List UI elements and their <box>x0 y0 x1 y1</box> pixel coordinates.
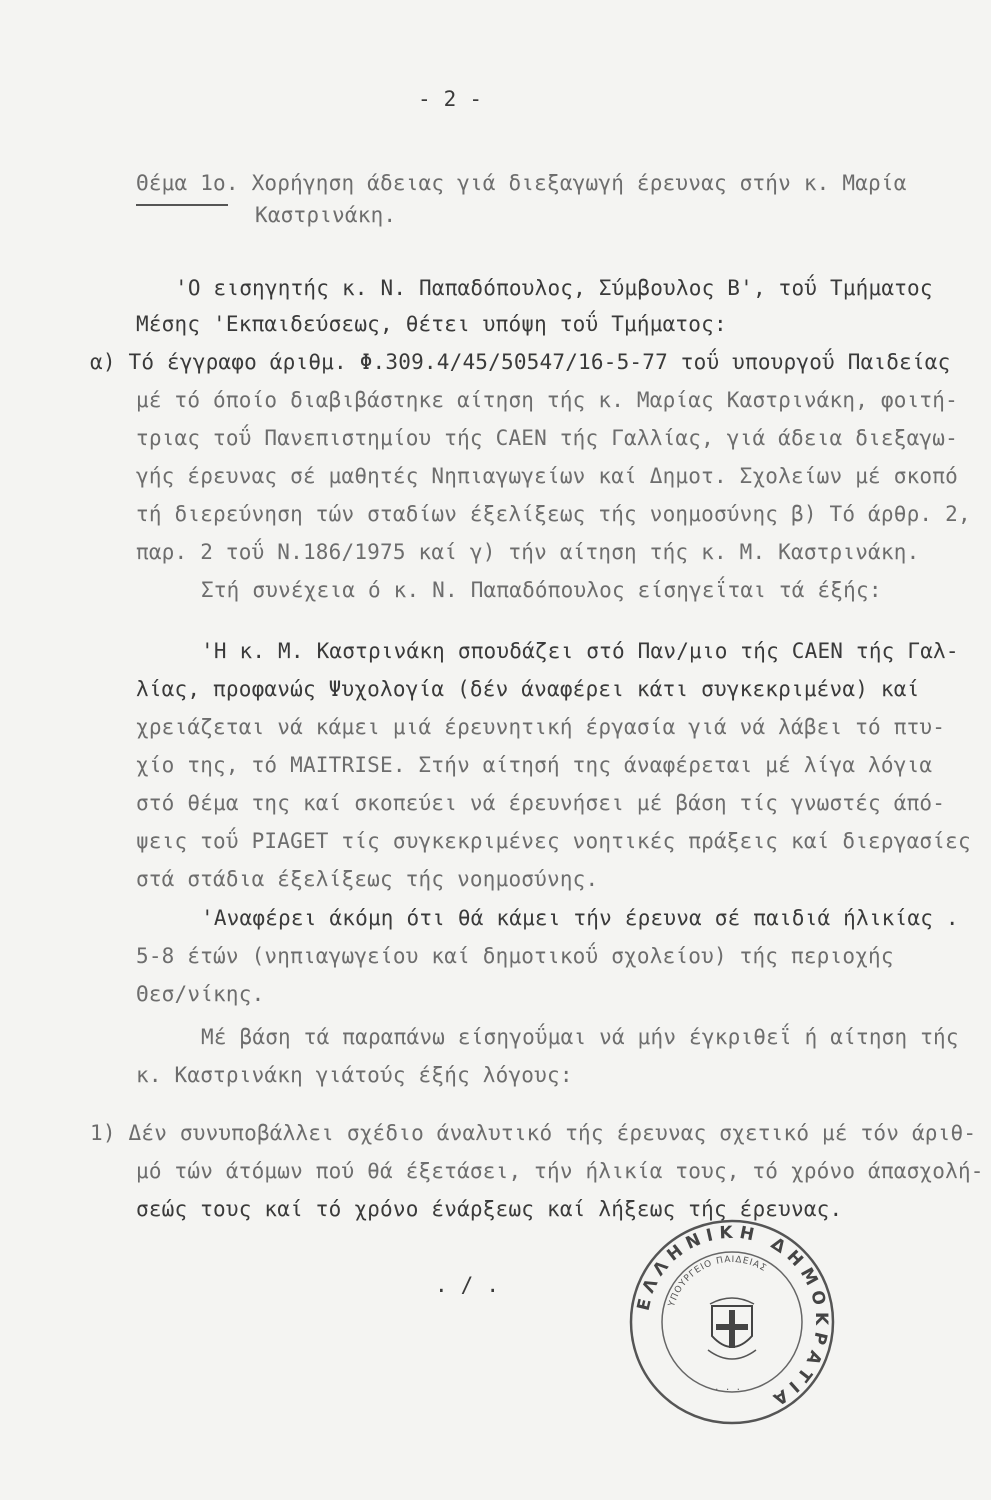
paragraph-line: 5-8 έτών (νηπιαγωγείου καί δημοτικοΰ σχολείου) τής περιοχής <box>136 944 894 968</box>
paragraph-line: γής έρευνας σέ μαθητές Νηπιαγωγείων καί Δημοτ. Σχολείων μέ σκοπό <box>136 464 958 488</box>
paragraph-line: μέ τό όποίο διαβιβάστηκε αίτηση τής κ. Μαρίας Καστρινάκη, φοιτή- <box>136 388 958 412</box>
paragraph-line: 'Ο εισηγητής κ. Ν. Παπαδόπουλος, Σύμβουλος Β', τοΰ Τμήματος <box>175 276 933 300</box>
paragraph-line: 'Αναφέρει άκόμη ότι θά κάμει τήν έρευνα σέ παιδιά ήλικίας . <box>201 906 959 930</box>
numbered-point-1: 1) Δέν συνυποβάλλει σχέδιο άναλυτικό τής έρευνας σχετικό μέ τόν άριθ- <box>90 1121 977 1145</box>
subject-heading-line1: Θέμα 1ο. Χορήγηση άδειας γιά διεξαγωγή έρευνας στήν κ. Μαρία <box>136 171 907 195</box>
paragraph-line: Θεσ/νίκης. <box>136 982 265 1006</box>
heading-underline <box>136 204 228 206</box>
paragraph-line: τή διερεύνηση τών σταδίων έξελίξεως τής νοημοσύνης β) Τό άρθρ. 2, <box>136 502 971 526</box>
paragraph-line: παρ. 2 τοΰ Ν.186/1975 καί γ) τήν αίτηση τής κ. Μ. Καστρινάκη. <box>136 540 920 564</box>
paragraph-line: λίας, προφανώς Ψυχολογία (δέν άναφέρει κάτι συγκεκριμένα) καί <box>136 677 920 701</box>
paragraph-line: στά στάδια έξελίξεως τής νοημοσύνης. <box>136 867 599 891</box>
paragraph-line: ψεις τοΰ PIAGET τίς συγκεκριμένες νοητικές πράξεις καί διεργασίες <box>136 829 971 853</box>
official-stamp <box>628 1218 836 1426</box>
paragraph-line: Στή συνέχεια ό κ. Ν. Παπαδόπουλος είσηγεΐται τά έξής: <box>201 578 882 602</box>
stamp-outer-text: ΕΛΛΗΝΙΚΗ ΔΗΜΟΚΡΑΤΙΑ <box>633 1222 832 1412</box>
subject-heading-line2: Καστρινάκη. <box>255 203 397 227</box>
coat-of-arms-icon <box>708 1298 756 1359</box>
paragraph-line: 'Η κ. Μ. Καστρινάκη σπουδάζει στό Παν/μιο τής CAEN τής Γαλ- <box>201 639 959 663</box>
paragraph-line: χρειάζεται νά κάμει μιά έρευνητική έργασία γιά νά λάβει τό πτυ- <box>136 715 946 739</box>
paragraph-line: σεώς τους καί τό χρόνο ένάρξεως καί λήξεως τής έρευνας. <box>136 1197 843 1221</box>
paragraph-line: Μέ βάση τά παραπάνω είσηγοΰμαι νά μήν έγκριθεΐ ή αίτηση τής <box>201 1025 959 1049</box>
paragraph-line: μό τών άτόμων πού θά έξετάσει, τήν ήλικία τους, τό χρόνο άπασχολή- <box>136 1159 984 1183</box>
svg-text:. . .: . . . <box>714 1383 742 1393</box>
paragraph-line: τριας τοΰ Πανεπιστημίου τής CAEN τής Γαλλίας, γιά άδεια διεξαγω- <box>136 426 958 450</box>
stamp-inner-text: ΥΠΟΥΡΓΕΙΟ ΠΑΙΔΕΙΑΣ <box>667 1254 769 1309</box>
paragraph-line: Μέσης 'Εκπαιδεύσεως, θέτει υπόψη τοΰ Τμήματος: <box>136 312 727 336</box>
page-number: - 2 - <box>418 87 483 111</box>
continuation-mark: . / . <box>435 1273 500 1297</box>
paragraph-line: χίο της, τό MAITRISE. Στήν αίτησή της άναφέρεται μέ λίγα λόγια <box>136 753 933 777</box>
paragraph-line: κ. Καστρινάκη γιάτούς έξής λόγους: <box>136 1063 573 1087</box>
paragraph-line: α) Τό έγγραφο άριθμ. Φ.309.4/45/50547/16-5-77 τοΰ υπουργοΰ Παιδείας <box>90 350 951 374</box>
paragraph-line: στό θέμα της καί σκοπεύει νά έρευνήσει μέ βάση τίς γνωστές άπό- <box>136 791 946 815</box>
